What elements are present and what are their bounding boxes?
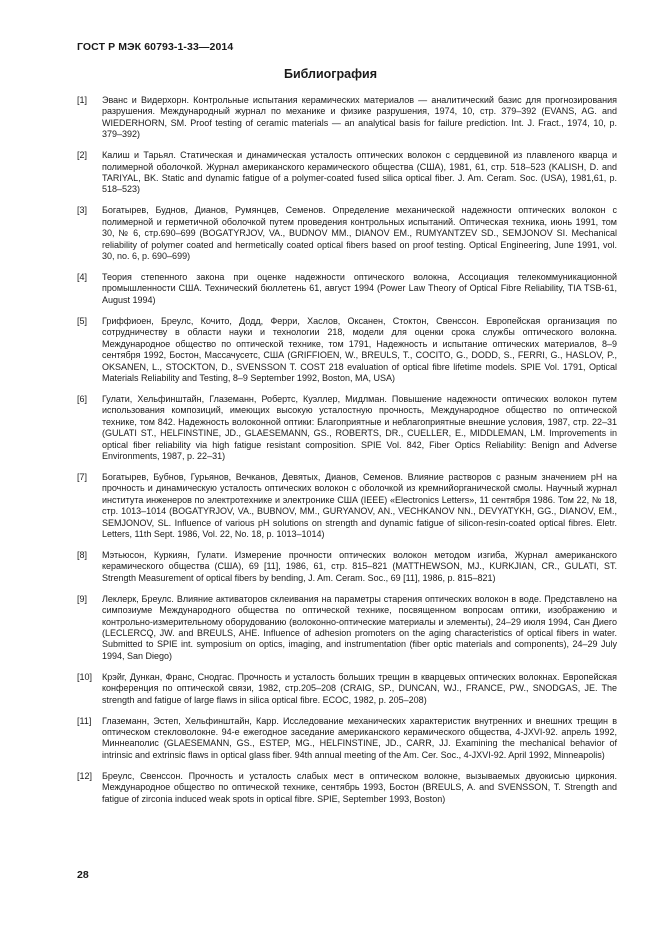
- entry-number: [8]: [77, 549, 88, 560]
- entry-number: [7]: [77, 471, 88, 482]
- bibliography-entry: [77, 205, 617, 262]
- entry-text: Леклерк, Бреулс. Влияние активаторов склеивания на параметры старения оптических волокон в воде. Представлено на симпозиуме Международного общества по оптической технике, посвященном вопросам оптики, изображению и контрольно-измерительному оборудованию (волоконно-оптические материалы и элементы), 24–29 июля 1994, Сан Диего (LECLERCQ, JW. and BREULS, AHE. Influence of adhesion promoters on the aging characteristics of optical fibers in water. Submitted to SPIE int. symposium on optics, imaging, and instrumentation (fiber optic materials and components), 24–29 July 1994, San Diego): [102, 593, 617, 661]
- entry-number: [11]: [77, 715, 92, 726]
- entry-number: [5]: [77, 315, 88, 326]
- bibliography-entry: [77, 316, 617, 384]
- entry-text: Богатырев, Буднов, Дианов, Румянцев, Семенов. Определение механической надежности оптических волокон с полимерной и герметичной оболочкой путем проведения контрольных испытаний. Оптическая техника, июнь 1991, том 30, № 6, стр.690–699 (BOGATYRJOV, VA., BUDNOV MM., DIANOV EM., RUMYANTZEV SD., SEMJONOV SI. Mechanical reliability of polymer coated and hermetically coated optical fibers based on proof testing. Optical Engineering, June 1991, vol. 30, no. 6, p. 690–699): [102, 205, 617, 262]
- entry-number: [3]: [77, 205, 88, 216]
- entry-text: Крэйг, Дункан, Франс, Снодгас. Прочность и усталость больших трещин в кварцевых оптических волокнах. Европейская конференция по оптической связи, 1982, стр.205–208 (CRAIG, SP., DUNCAN, WJ., FRANCE, PW., SNODGAS, JE. The strength and fatigue of large flaws in silica optical fibre. ECOC, 1982, p. 205–208): [102, 671, 617, 705]
- entry-text: Калиш и Тарьял. Статическая и динамическая усталость оптических волокон с сердцевиной из плавленого кварца и полимерной оболочкой. Журнал американского керамического общества (США), 1981, 61, стр. 518–523 (KALISH, D. and TARIYAL, BK. Static and dynamic fatigue of a polymer-coated fused silica optical fiber. J. Am. Ceram. Soc. (USA), 1981,61, p. 518–523): [102, 150, 617, 195]
- entry-number: [1]: [77, 95, 88, 105]
- entry-text: Эванс и Видерхорн. Контрольные испытания керамических материалов — аналитический базис для прогнозирования разрушения. Международный журнал по механике и физике разрушения, 1974, 10, стр. 379–392 (EVANS, AG. and WIEDERHORN, SM. Proof testing of ceramic materials — an analytical basis for failure prediction. Int. J. Fract., 1974, 10, p. 379–392): [102, 95, 617, 140]
- bibliography-entry: [77, 672, 617, 706]
- bibliography-entry: [77, 771, 617, 805]
- document-header: ГОСТ Р МЭК 60793-1-33—2014: [77, 41, 234, 53]
- entry-text: Бреулс, Свенссон. Прочность и усталость слабых мест в оптическом волокне, вызываемых двуокисью циркония. Международное общество по оптической технике, сентябрь 1993, Бостон (BREULS, A. and SVENSSON, T. Strength and fatigue of zirconia induced weak spots in optical fibre. SPIE, September 1993, Boston): [102, 770, 617, 804]
- entry-number: [6]: [77, 393, 88, 404]
- page-title: Библиография: [283, 67, 378, 81]
- entry-text: Гриффиоен, Бреулс, Кочито, Додд, Ферри, Хаслов, Оксанен, Стоктон, Свенссон. Европейская организация по сотрудничеству в области науки и технологии 218, модели для оценки срока службы оптического волокна. Международное общество по оптической технике, том 1791, Надежность и испытание оптических материалов, 8–9 сентября 1992, Бостон, Массачусетс, США (GRIFFIOEN, W., BREULS, T., COCITO, G., DODD, S., FERRI, G., HASLOV, P., OKSANEN, L., STOCKTON, D., SVENSSON T. COST 218 evaluation of optical fibre lifetime models. SPIE Vol. 1791, Optical Materials Reliability and Testing, 8–9 September 1992, Boston, MA, USA): [102, 315, 617, 383]
- entry-text: Богатырев, Бубнов, Гурьянов, Вечканов, Девятых, Дианов, Семенов. Влияние растворов с разным значением pH на прочность и динамическую усталость оптических волокон с оболочкой из кремнийорганической смолы. Научный журнал института инженеров по электротехнике и электронике США (IEEE) «Electronics Letters», 11 сентября 1986. Том 22, № 18, стр. 1013–1014 (BOGATYRJOV, VA., BUBNOV, MM., GURYANOV, AN., VECHKANOV NN., DEVYATYKH, GG., DIANOV, EM., SEMJONOV, SL. Influence of various pH solutions on strength and dynamic fatigue of silicon-resin-coated optical fibres. Eletr. Letters, 11th Sept. 1986, Vol. 22, No. 18, p. 1013–1014): [102, 471, 617, 539]
- entry-text: Гулати, Хельфинштайн, Глаземанн, Робертс, Куэллер, Мидлман. Повышение надежности оптических волокон путем использования композиций, имеющих высокую усталостную прочность, Международное общество по оптической технике, том 842. Надежность волоконной оптики: Благоприятные и неблагоприятные внешние условия, 1987, стр. 22–31 (GULATI ST., HELFINSTINE, JD., GLAESEMANN, GS., ROBERTS, DR., CUELLER, E., MIDDLEMAN, LM. Improvements in optical fiber reliability via high fatigue resistant composition. SPIE Vol. 842, Fiber Optics Reliability: Benign and Adverse Environments, 1987, p. 22–31): [102, 393, 617, 461]
- bibliography-entry: [77, 550, 617, 584]
- bibliography-entry: [77, 150, 617, 196]
- entry-text: Теория степенного закона при оценке надежности оптического волокна, Ассоциация телекоммуникационной промышленности США. Технический бюллетень 61, август 1994 (Power Law Theory of Optical Fibre Reliability, TIA TSB-61, August 1994): [102, 272, 617, 305]
- bibliography-entry: [77, 272, 617, 306]
- bibliography-list: [77, 95, 617, 815]
- entry-number: [4]: [77, 272, 88, 283]
- entry-number: [12]: [77, 770, 93, 781]
- entry-number: [9]: [77, 593, 88, 604]
- page-number: 28: [77, 869, 89, 881]
- bibliography-entry: [77, 716, 617, 762]
- bibliography-entry: [77, 95, 617, 141]
- bibliography-entry: [77, 394, 617, 462]
- bibliography-entry: [77, 594, 617, 662]
- entry-number: [10]: [77, 671, 93, 682]
- entry-text: Глаземанн, Эстеп, Хельфинштайн, Карр. Исследование механических характеристик внутренних и внешних трещин в оптическом стекловолокне. 94-е ежегодное заседание американского керамического общества, 4-JXVI-92. апрель 1992, Миннеаполис (GLAESEMANN, GS., ESTEP, MG., HELFINSTINE, JD., CARR, JJ. Examining the mechanical behavior of intrinsic and extrinsic flaws in optical glass fiber. 94th annual meeting of the Am. Cer. Soc., 4-JXVI-92. April 1992, Minneapolis): [102, 715, 617, 760]
- entry-text: Мэтьюсон, Куркиян, Гулати. Измерение прочности оптических волокон методом изгиба, Журнал американского керамического общества (США), 69 [11], 1986, 61, стр. 815–821 (MATTHEWSON, MJ., KURKJIAN, CR., GULATI, ST. Strength Measurement of optical fibers by bending, J. Am. Ceram. Soc., 69 [11], 1986, p. 815–821): [102, 549, 617, 583]
- entry-number: [2]: [77, 150, 88, 161]
- bibliography-entry: [77, 472, 617, 540]
